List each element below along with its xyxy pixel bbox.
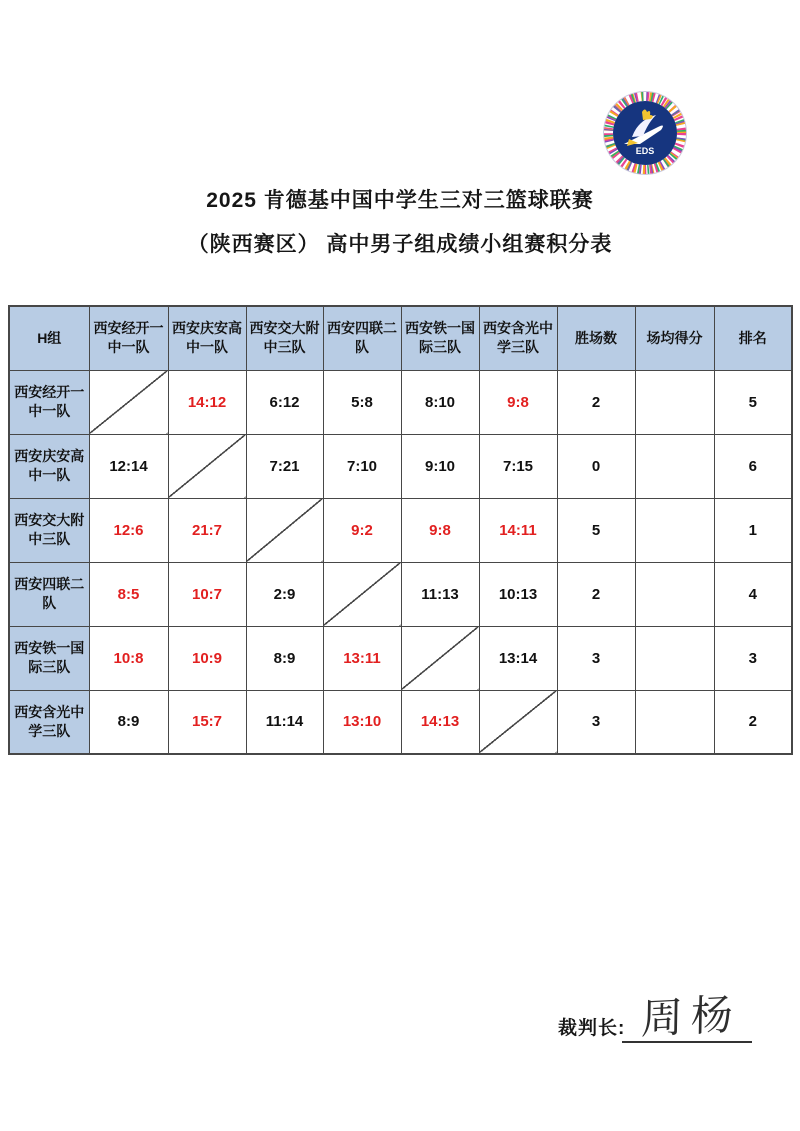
score-cell: 10:8 <box>89 626 168 690</box>
table-row <box>9 498 792 562</box>
row-header-team: 西安交大附中三队 <box>9 498 89 562</box>
row-header-team: 西安铁一国际三队 <box>9 626 89 690</box>
referee-signature: 周杨 <box>640 989 742 1044</box>
table-row <box>9 562 792 626</box>
rank-cell: 3 <box>714 626 792 690</box>
score-cell: 9:8 <box>401 498 479 562</box>
column-header-stat: 排名 <box>714 306 792 370</box>
score-cell: 10:13 <box>479 562 557 626</box>
score-cell: 10:7 <box>168 562 246 626</box>
avg-points-cell <box>635 434 714 498</box>
score-cell: 14:13 <box>401 690 479 754</box>
table-row <box>9 434 792 498</box>
score-cell: 12:14 <box>89 434 168 498</box>
column-header-team: 西安经开一中一队 <box>89 306 168 370</box>
score-cell: 14:12 <box>168 370 246 434</box>
score-cell: 14:11 <box>479 498 557 562</box>
eds-logo-icon <box>602 90 688 176</box>
score-cell: 9:8 <box>479 370 557 434</box>
avg-points-cell <box>635 562 714 626</box>
diagonal-cell <box>246 498 323 562</box>
rank-cell: 2 <box>714 690 792 754</box>
score-cell: 5:8 <box>323 370 401 434</box>
diagonal-cell <box>479 690 557 754</box>
standings-table <box>8 305 793 755</box>
score-cell: 13:10 <box>323 690 401 754</box>
wins-cell: 3 <box>557 690 635 754</box>
rank-cell: 6 <box>714 434 792 498</box>
score-cell: 11:14 <box>246 690 323 754</box>
eds-logo-text: EDS <box>635 146 655 156</box>
signature-line <box>622 1041 752 1043</box>
column-header-team: 西安四联二队 <box>323 306 401 370</box>
avg-points-cell <box>635 690 714 754</box>
table-row <box>9 690 792 754</box>
wins-cell: 2 <box>557 562 635 626</box>
diagonal-cell <box>168 434 246 498</box>
column-header-team: 西安庆安高中一队 <box>168 306 246 370</box>
wins-cell: 0 <box>557 434 635 498</box>
eds-logo <box>602 90 688 176</box>
score-cell: 12:6 <box>89 498 168 562</box>
avg-points-cell <box>635 370 714 434</box>
score-cell: 2:9 <box>246 562 323 626</box>
score-cell: 11:13 <box>401 562 479 626</box>
wins-cell: 2 <box>557 370 635 434</box>
rank-cell: 5 <box>714 370 792 434</box>
wins-cell: 5 <box>557 498 635 562</box>
diagonal-cell <box>401 626 479 690</box>
row-header-team: 西安庆安高中一队 <box>9 434 89 498</box>
score-cell: 15:7 <box>168 690 246 754</box>
row-header-team: 西安经开一中一队 <box>9 370 89 434</box>
score-cell: 8:9 <box>89 690 168 754</box>
page-title-line1: 2025 肯德基中国中学生三对三篮球联赛 <box>206 189 594 212</box>
column-header-stat: 场均得分 <box>635 306 714 370</box>
score-cell: 13:14 <box>479 626 557 690</box>
group-header-cell: H组 <box>9 306 89 370</box>
row-header-team: 西安四联二队 <box>9 562 89 626</box>
avg-points-cell <box>635 498 714 562</box>
referee-label: 裁判长: <box>558 1018 626 1039</box>
column-header-team: 西安铁一国际三队 <box>401 306 479 370</box>
column-header-stat: 胜场数 <box>557 306 635 370</box>
score-cell: 6:12 <box>246 370 323 434</box>
score-cell: 21:7 <box>168 498 246 562</box>
score-cell: 8:10 <box>401 370 479 434</box>
score-cell: 10:9 <box>168 626 246 690</box>
rank-cell: 1 <box>714 498 792 562</box>
score-cell: 8:9 <box>246 626 323 690</box>
avg-points-cell <box>635 626 714 690</box>
wins-cell: 3 <box>557 626 635 690</box>
page-title-line2: （陕西赛区） 高中男子组成绩小组赛积分表 <box>187 233 613 256</box>
diagonal-cell <box>323 562 401 626</box>
table-row <box>9 370 792 434</box>
table-header-row <box>9 306 792 370</box>
score-cell: 13:11 <box>323 626 401 690</box>
column-header-team: 西安交大附中三队 <box>246 306 323 370</box>
score-cell: 8:5 <box>89 562 168 626</box>
score-cell: 9:2 <box>323 498 401 562</box>
rank-cell: 4 <box>714 562 792 626</box>
table-row <box>9 626 792 690</box>
score-cell: 7:21 <box>246 434 323 498</box>
score-cell: 7:10 <box>323 434 401 498</box>
row-header-team: 西安含光中学三队 <box>9 690 89 754</box>
diagonal-cell <box>89 370 168 434</box>
column-header-team: 西安含光中学三队 <box>479 306 557 370</box>
score-cell: 9:10 <box>401 434 479 498</box>
score-cell: 7:15 <box>479 434 557 498</box>
